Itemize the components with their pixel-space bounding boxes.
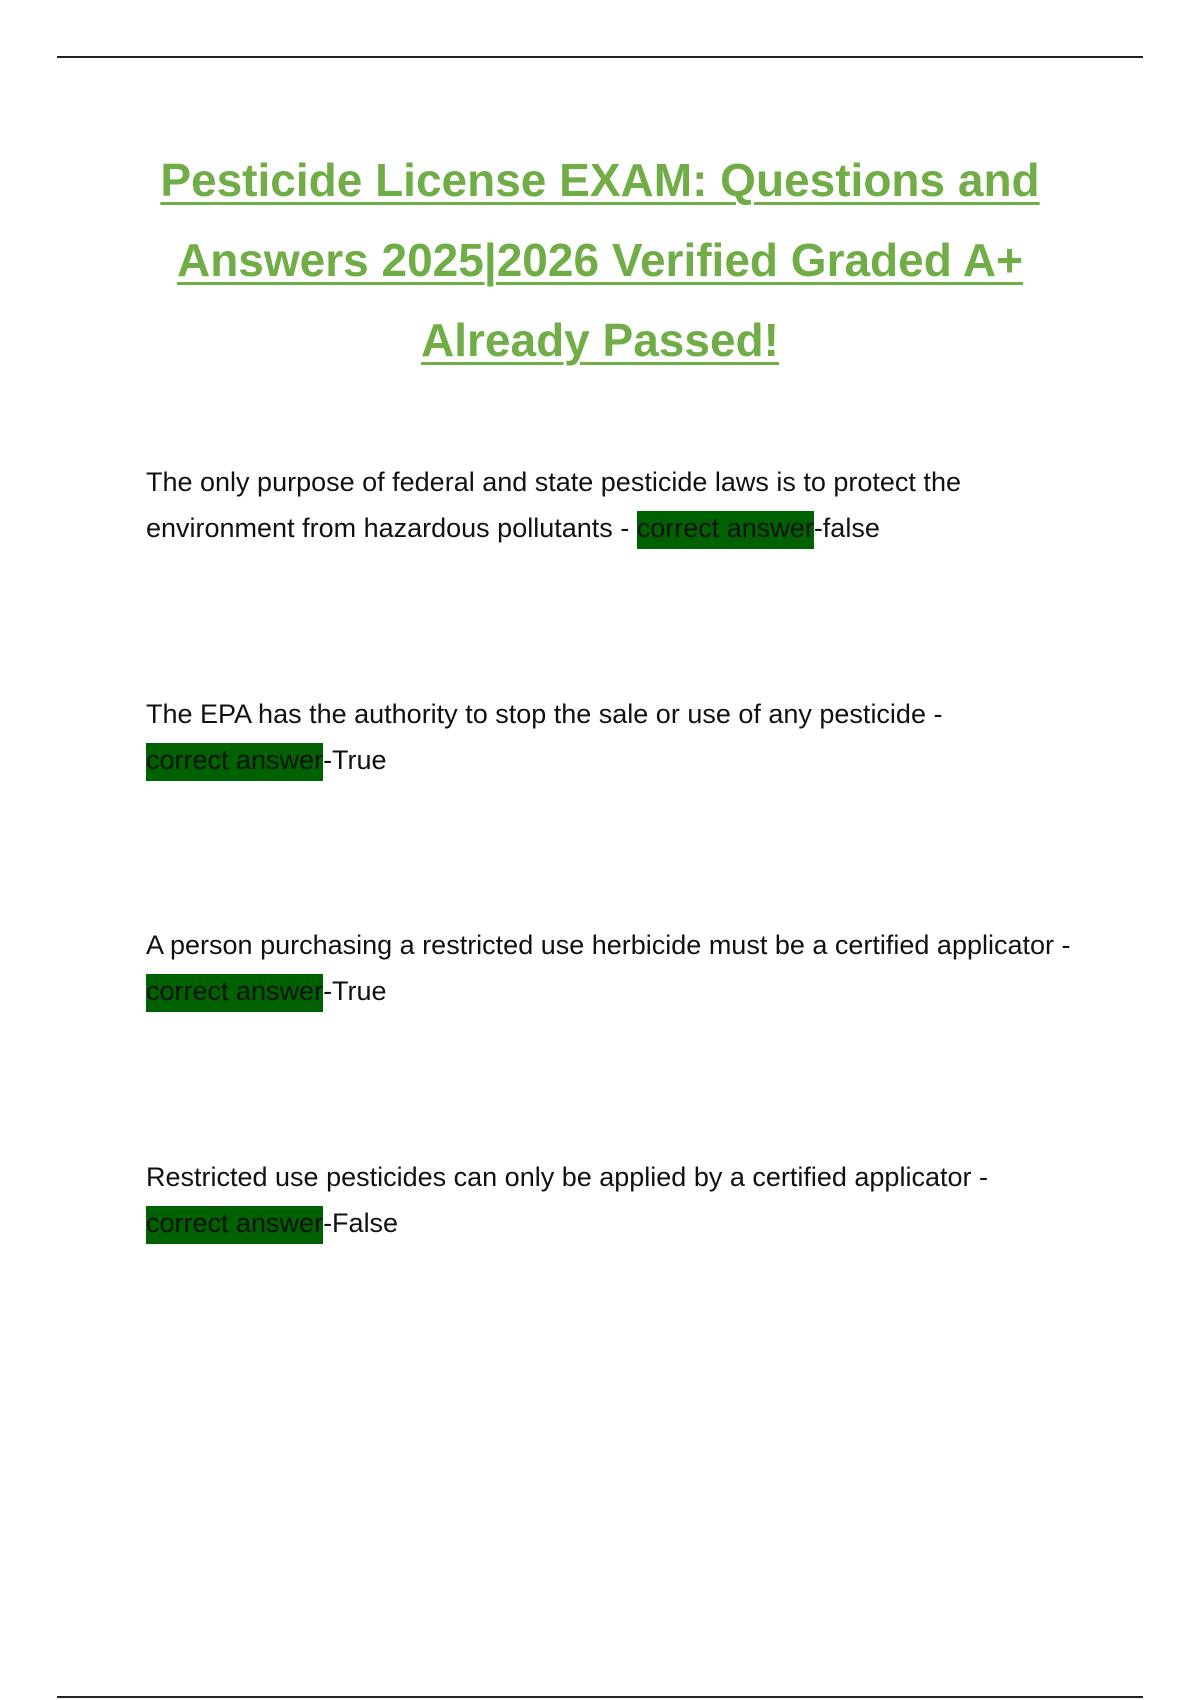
qa-item-3 bbox=[146, 922, 1076, 1014]
qa-item-2 bbox=[146, 691, 1076, 783]
qa-item-1 bbox=[146, 459, 1076, 551]
footer-rule bbox=[57, 1696, 1143, 1698]
answer-text: -False bbox=[323, 1208, 399, 1238]
document-title bbox=[120, 140, 1080, 380]
title-line-3: Already Passed! bbox=[421, 314, 779, 366]
question-text: The EPA has the authority to stop the sale or use of any pesticide - bbox=[146, 699, 943, 729]
answer-text: -false bbox=[813, 513, 880, 543]
answer-text: -True bbox=[323, 976, 387, 1006]
title-line-1: Pesticide License EXAM: Questions and bbox=[160, 154, 1040, 206]
correct-answer-highlight: correct answer bbox=[637, 511, 814, 549]
title-line-2: Answers 2025|2026 Verified Graded A+ bbox=[176, 234, 1023, 286]
question-text: Restricted use pesticides can only be applied by a certified applicator - bbox=[146, 1162, 988, 1192]
correct-answer-highlight: correct answer bbox=[146, 974, 323, 1012]
answer-text: -True bbox=[323, 745, 387, 775]
header-rule bbox=[57, 56, 1143, 58]
question-text: The only purpose of federal and state pesticide laws is to protect the environment from hazardous pollutants - bbox=[146, 467, 961, 543]
correct-answer-highlight: correct answer bbox=[146, 1206, 323, 1244]
question-text: A person purchasing a restricted use herbicide must be a certified applicator - bbox=[146, 930, 1071, 960]
correct-answer-highlight: correct answer bbox=[146, 743, 323, 781]
qa-item-4 bbox=[146, 1154, 1076, 1246]
